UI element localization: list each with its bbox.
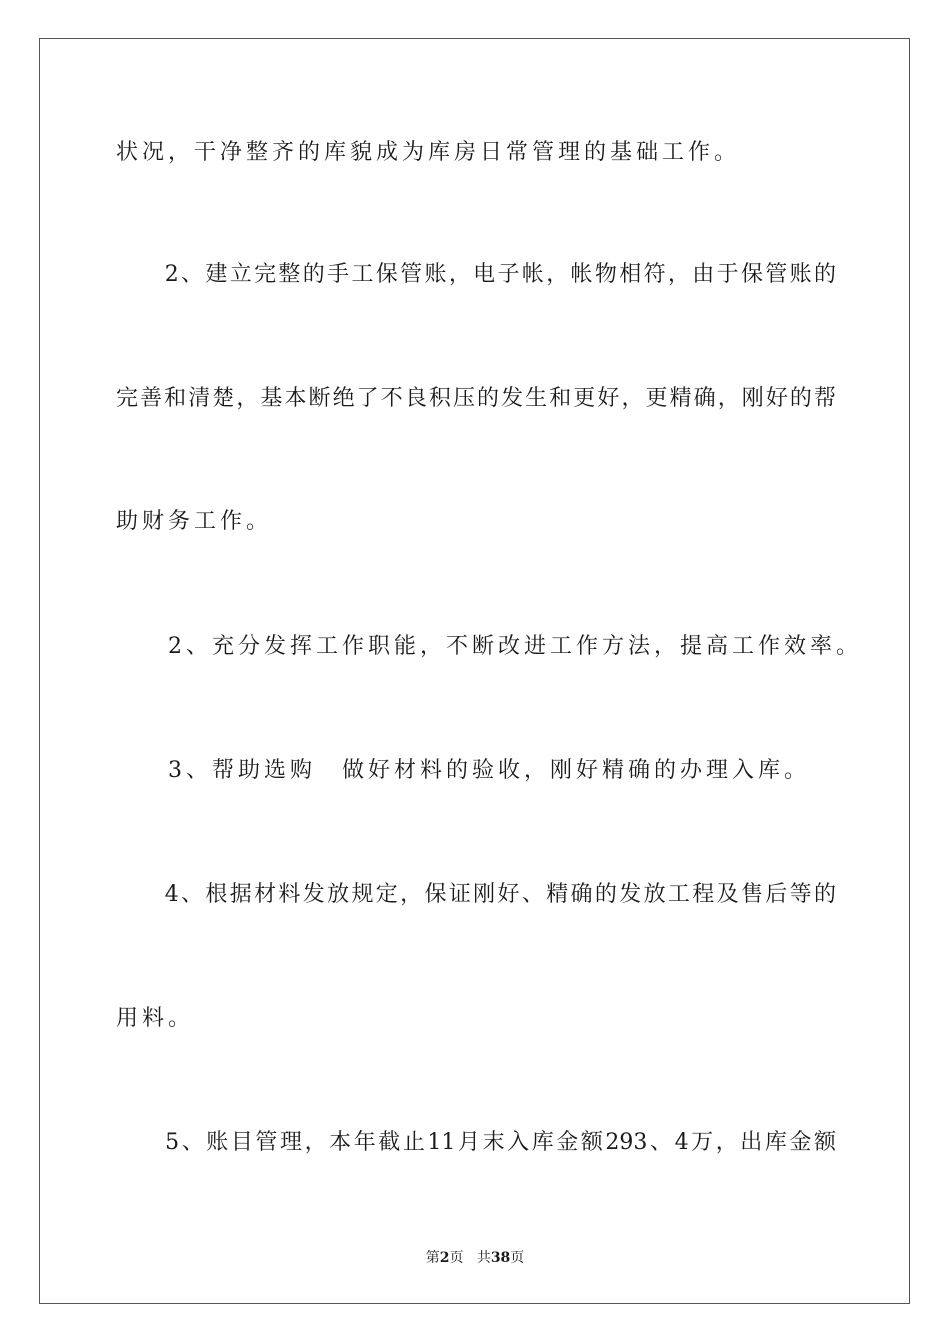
page-footer — [0, 1248, 950, 1268]
text-line-4: 助财务工作。 — [116, 509, 273, 534]
text-line-2: 2、建立完整的手工保管账，电子帐，帐物相符，由于保管账的 — [116, 262, 836, 287]
text-line-1: 状况，干净整齐的库貌成为库房日常管理的基础工作。 — [116, 140, 741, 165]
text-line-9: 5、账目管理，本年截止11月末入库金额293、4万，出库金额 — [116, 1130, 836, 1155]
footer-page-suffix: 页 — [449, 1250, 464, 1266]
text-line-8: 用料。 — [116, 1006, 195, 1031]
footer-total-suffix: 页 — [510, 1250, 525, 1266]
footer-total-pages: 38 — [490, 1250, 511, 1266]
footer-page-prefix: 第 — [425, 1250, 440, 1266]
text-line-6: 3、帮助选购 做好材料的验收，刚好精确的办理入库。 — [116, 758, 810, 783]
page-border — [39, 38, 910, 1304]
text-line-7: 4、根据材料发放规定，保证刚好、精确的发放工程及售后等的 — [116, 882, 836, 907]
footer-page-number: 2 — [439, 1250, 450, 1266]
text-line-5: 2、充分发挥工作职能，不断改进工作方法，提高工作效率。 — [116, 634, 862, 659]
footer-total-prefix: 共 — [476, 1250, 491, 1266]
text-line-3: 完善和清楚，基本断绝了不良积压的发生和更好，更精确，刚好的帮 — [116, 386, 836, 411]
